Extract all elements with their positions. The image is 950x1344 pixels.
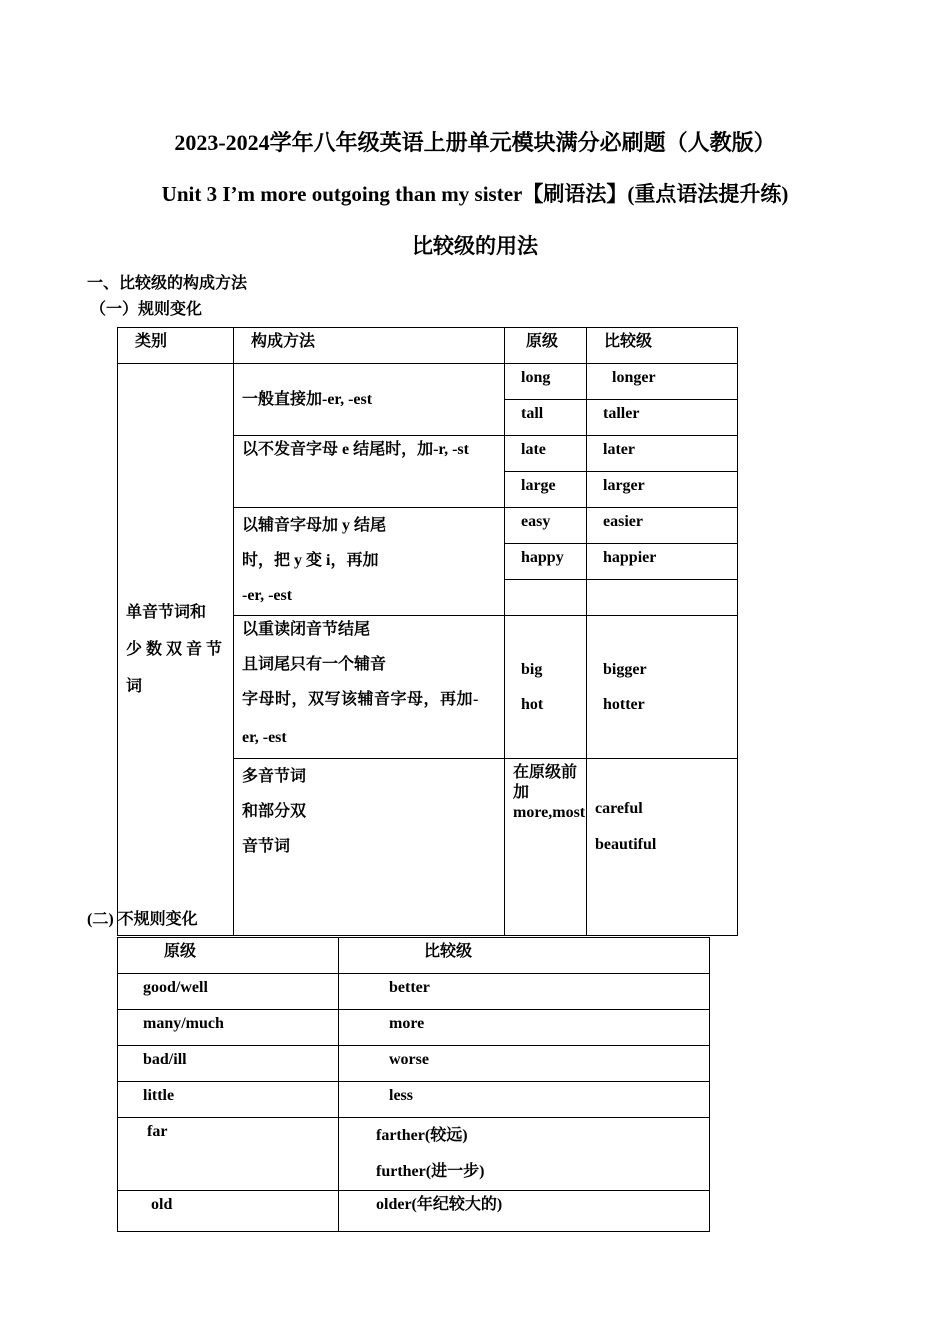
table-header-cell: 类别	[118, 328, 234, 364]
table-cell: large	[505, 472, 587, 508]
table-cell: bad/ill	[118, 1046, 339, 1082]
table-header-cell: 构成方法	[234, 328, 505, 364]
subsection-heading-irregular: (二) 不规则变化	[87, 911, 198, 928]
table-cell: easier	[587, 508, 738, 544]
table-cell: little	[118, 1082, 339, 1118]
table-row	[118, 1046, 710, 1082]
table-cell: late	[505, 436, 587, 472]
table-cell: long	[505, 364, 587, 400]
table-header-cell: 原级	[505, 328, 587, 364]
table-cell: many/much	[118, 1010, 339, 1046]
table-cell: big hot	[505, 616, 587, 759]
rule-cell: 以辅音字母加 y 结尾 时，把 y 变 i，再加 -er, -est	[234, 508, 505, 616]
table-row	[118, 364, 738, 400]
regular-comparative-table	[117, 327, 738, 936]
category-cell: 多音节词 和部分双 音节词	[234, 759, 505, 936]
table-cell: less	[339, 1082, 710, 1118]
table-row	[118, 1010, 710, 1046]
category-cell: 单音节词和 少 数 双 音 节 词	[118, 364, 234, 936]
rule-cell: 一般直接加-er, -est	[234, 364, 505, 436]
document-title: 2023-2024学年八年级英语上册单元模块满分必刷题（人教版）	[174, 130, 776, 155]
table-cell: happy	[505, 544, 587, 580]
table-cell: older(年纪较大的)	[339, 1191, 710, 1232]
table-header-row	[118, 328, 738, 364]
table-cell: better	[339, 974, 710, 1010]
table-cell: happier	[587, 544, 738, 580]
section-heading: 一、比较级的构成方法	[87, 275, 248, 292]
table-cell: far	[118, 1118, 339, 1191]
table-row	[118, 1118, 710, 1191]
rule-cell: 以不发音字母 e 结尾时，加-r, -st	[234, 436, 505, 508]
table-header-row	[118, 938, 710, 974]
rule-cell: 以重读闭音节结尾 且词尾只有一个辅音 字母时，双写该辅音字母，再加- er, -est	[234, 616, 505, 759]
document-subtitle: Unit 3 I’m more outgoing than my sister【刷语法】(重点语法提升练)	[161, 182, 789, 206]
table-cell: larger	[587, 472, 738, 508]
table-cell: longer	[587, 364, 738, 400]
table-cell: good/well	[118, 974, 339, 1010]
table-cell: more	[339, 1010, 710, 1046]
table-cell: easy	[505, 508, 587, 544]
table-cell: worse	[339, 1046, 710, 1082]
table-cell: bigger hotter	[587, 616, 738, 759]
topic-heading: 比较级的用法	[412, 234, 538, 258]
table-cell: taller	[587, 400, 738, 436]
table-row	[118, 1082, 710, 1118]
table-cell: old	[118, 1191, 339, 1232]
table-row	[118, 1191, 710, 1232]
table-header-cell: 比较级	[339, 938, 710, 974]
table-cell: tall	[505, 400, 587, 436]
irregular-comparative-table	[117, 937, 710, 1232]
table-cell-empty	[505, 580, 587, 616]
table-header-cell: 比较级	[587, 328, 738, 364]
rule-cell: 在原级前加 more,most	[505, 759, 587, 936]
table-header-cell: 原级	[118, 938, 339, 974]
table-cell-empty	[587, 580, 738, 616]
table-cell: farther(较远) further(进一步)	[339, 1118, 710, 1191]
table-row	[118, 974, 710, 1010]
table-cell: careful beautiful	[587, 759, 738, 936]
subsection-heading-regular: （一）规则变化	[90, 301, 203, 318]
table-cell: later	[587, 436, 738, 472]
